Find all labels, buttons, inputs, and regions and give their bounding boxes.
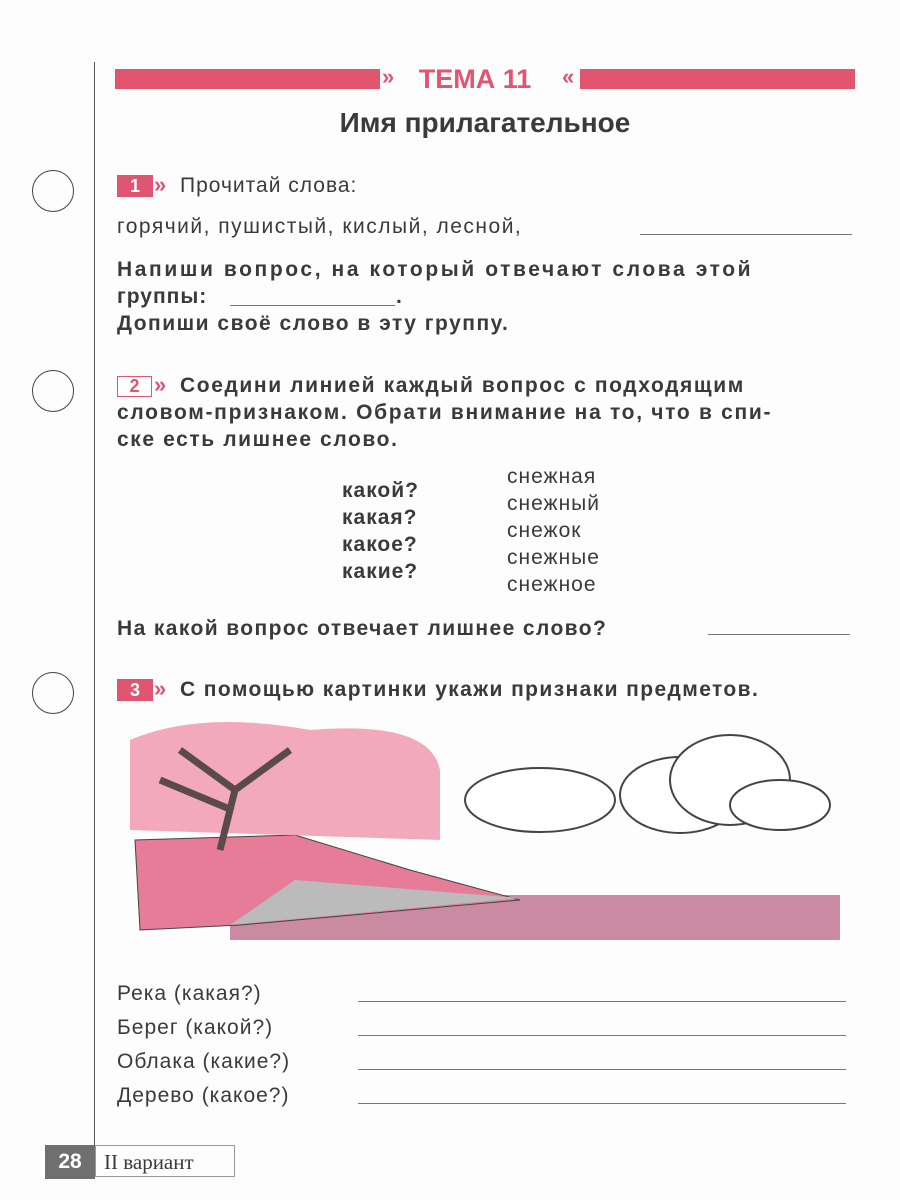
task1-words: горячий, пушистый, кислый, лесной, [117, 215, 523, 238]
binder-hole [32, 370, 74, 412]
word-item[interactable]: снежное [507, 573, 597, 596]
question-item[interactable]: какой? [342, 479, 419, 502]
task1-instruction-3: Допиши своё слово в эту группу. [117, 312, 510, 335]
binder-hole [32, 672, 74, 714]
task2-line: Соедини линией каждый вопрос с подходящим [180, 374, 745, 397]
answer-row-label: Облака (какие?) [117, 1050, 291, 1073]
answer-line[interactable] [358, 1103, 846, 1104]
answer-line[interactable] [708, 634, 850, 635]
question-item[interactable]: какая? [342, 506, 418, 529]
page-title: Имя прилагательное [339, 107, 631, 138]
answer-line[interactable] [358, 1069, 846, 1070]
task-number-2: 2 [117, 376, 152, 397]
question-item[interactable]: какие? [342, 560, 419, 583]
answer-row-label: Берег (какой?) [117, 1016, 274, 1039]
variant-label: II вариант [95, 1145, 235, 1177]
chevron-right-icon: » [154, 676, 167, 701]
margin-line [94, 62, 95, 1152]
word-item[interactable]: снежная [507, 465, 597, 488]
answer-line[interactable] [230, 305, 395, 306]
task-number-1: 1 [117, 175, 153, 197]
task1-instruction: Напиши вопрос, на который отвечают слова этой [117, 258, 754, 281]
question-item[interactable]: какое? [342, 533, 418, 556]
task3-heading: С помощью картинки укажи признаки предметов. [180, 678, 760, 701]
word-item[interactable]: снежок [507, 519, 582, 542]
chevron-right-icon: » [154, 172, 167, 197]
answer-row-label: Дерево (какое?) [117, 1084, 290, 1107]
word-item[interactable]: снежный [507, 492, 601, 515]
word-item[interactable]: снежные [507, 546, 600, 569]
willow-tree [130, 722, 440, 850]
illustration-river-tree-clouds [120, 720, 850, 950]
task2-final-question: На какой вопрос отвечает лишнее слово? [117, 617, 608, 640]
theme-bar-left [115, 69, 380, 89]
chevron-left-icon: « [562, 64, 575, 89]
period: . [396, 285, 403, 308]
clouds [465, 735, 830, 833]
task1-heading: Прочитай слова: [180, 174, 358, 197]
answer-line[interactable] [640, 234, 852, 235]
page-number: 28 [45, 1145, 95, 1179]
task-number-3: 3 [117, 679, 153, 701]
answer-row-label: Река (какая?) [117, 982, 262, 1005]
answer-line[interactable] [358, 1035, 846, 1036]
task2-line: словом-признаком. Обрати внимание на то, что в спи- [117, 401, 773, 424]
binder-hole [32, 170, 74, 212]
task2-line: ске есть лишнее слово. [117, 428, 399, 451]
chevron-right-icon: » [154, 372, 167, 397]
answer-line[interactable] [358, 1001, 846, 1002]
task1-instruction-2: группы: [117, 285, 208, 308]
theme-label: ТЕМА 11 [418, 64, 532, 94]
chevron-right-icon: » [382, 64, 395, 89]
theme-bar-right [580, 69, 855, 89]
